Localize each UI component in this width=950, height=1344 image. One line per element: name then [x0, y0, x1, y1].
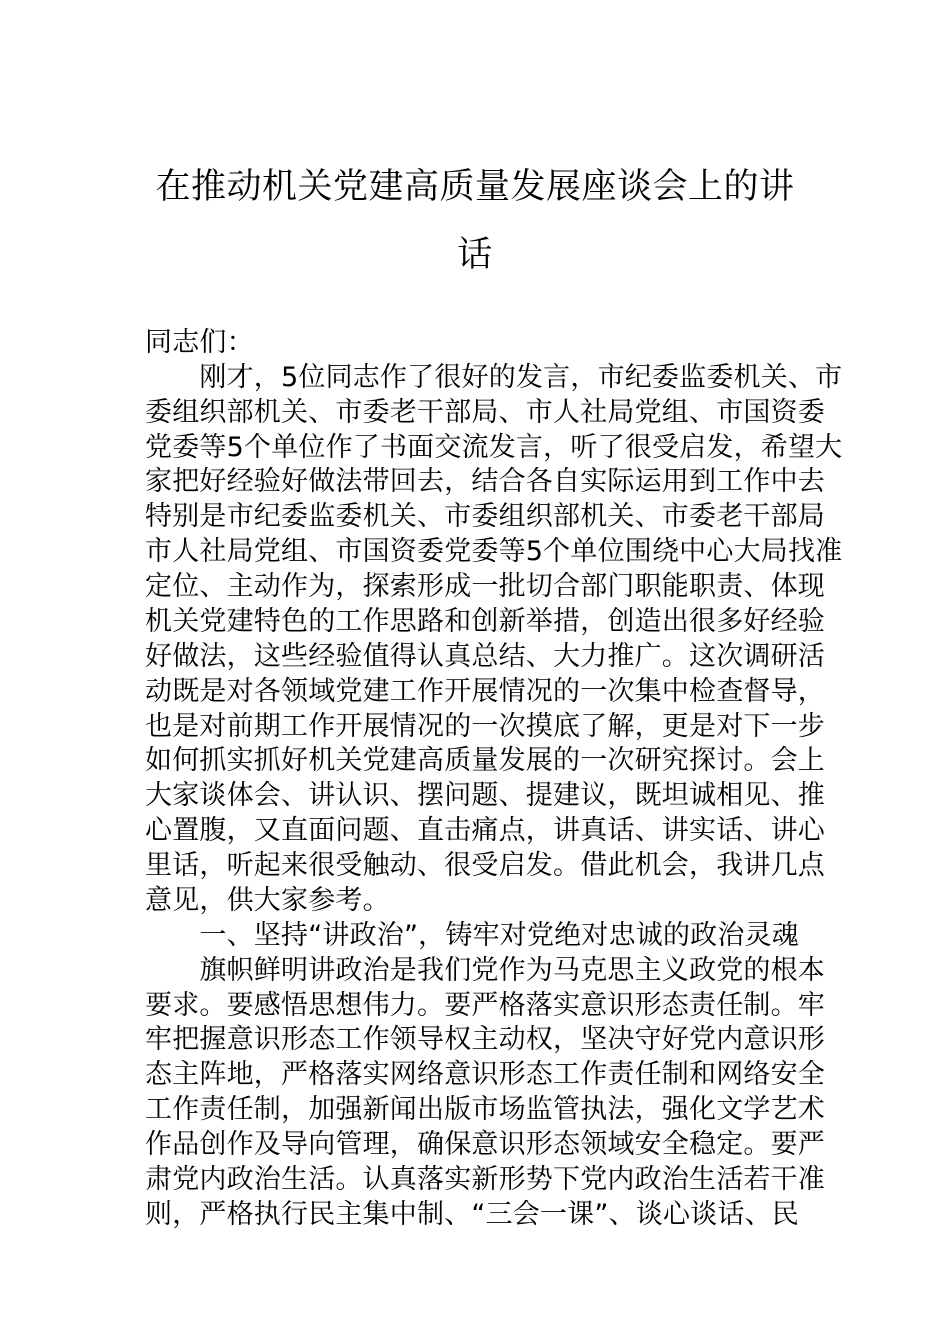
paragraph-line: 也是对前期工作开展情况的一次摸底了解，更是对下一步	[145, 711, 825, 742]
section-heading: 一、坚持“讲政治”，铸牢对党绝对忠诚的政治灵魂	[145, 920, 799, 951]
paragraph-line: 工作责任制，加强新闻出版市场监管执法，强化文学艺术	[145, 1094, 825, 1125]
document-title-line-2: 话	[457, 235, 493, 275]
paragraph-line: 动既是对各领域党建工作开展情况的一次集中检查督导，	[145, 676, 825, 707]
paragraph-line: 大家谈体会、讲认识、摆问题、提建议，既坦诚相见、推	[145, 780, 825, 811]
paragraph-line: 刚才，5位同志作了很好的发言，市纪委监委机关、市	[145, 362, 843, 393]
paragraph-line: 要求。要感悟思想伟力。要严格落实意识形态责任制。牢	[145, 990, 825, 1021]
paragraph-line: 家把好经验好做法带回去，结合各自实际运用到工作中去	[145, 466, 825, 497]
paragraph-line: 如何抓实抓好机关党建高质量发展的一次研究探讨。会上	[145, 745, 825, 776]
paragraph-line: 好做法，这些经验值得认真总结、大力推广。这次调研活	[145, 641, 825, 672]
paragraph-line: 心置腹，又直面问题、直击痛点，讲真话、讲实话、讲心	[145, 815, 825, 846]
paragraph-line: 旗帜鲜明讲政治是我们党作为马克思主义政党的根本	[145, 955, 825, 986]
salutation: 同志们：	[145, 327, 254, 358]
paragraph-line: 意见，供大家参考。	[145, 885, 390, 916]
paragraph-line: 市人社局党组、市国资委党委等5个单位围绕中心大局找准	[145, 536, 843, 567]
paragraph-line: 态主阵地，严格落实网络意识形态工作责任制和网络安全	[145, 1059, 825, 1090]
paragraph-line: 机关党建特色的工作思路和创新举措，创造出很多好经验	[145, 606, 825, 637]
paragraph-line: 则，严格执行民主集中制、“三会一课”、谈心谈话、民	[145, 1199, 799, 1230]
paragraph-line: 作品创作及导向管理，确保意识形态领域安全稳定。要严	[145, 1129, 825, 1160]
paragraph-line: 定位、主动作为，探索形成一批切合部门职能职责、体现	[145, 571, 825, 602]
document-title-line-1: 在推动机关党建高质量发展座谈会上的讲	[155, 167, 795, 207]
paragraph-line: 特别是市纪委监委机关、市委组织部机关、市委老干部局	[145, 501, 825, 532]
paragraph-line: 里话，听起来很受触动、很受启发。借此机会，我讲几点	[145, 850, 825, 881]
paragraph-line: 牢把握意识形态工作领导权主动权，坚决守好党内意识形	[145, 1024, 825, 1055]
paragraph-line: 党委等5个单位作了书面交流发言，听了很受启发，希望大	[145, 432, 843, 463]
paragraph-line: 委组织部机关、市委老干部局、市人社局党组、市国资委	[145, 397, 825, 428]
paragraph-line: 肃党内政治生活。认真落实新形势下党内政治生活若干准	[145, 1164, 825, 1195]
